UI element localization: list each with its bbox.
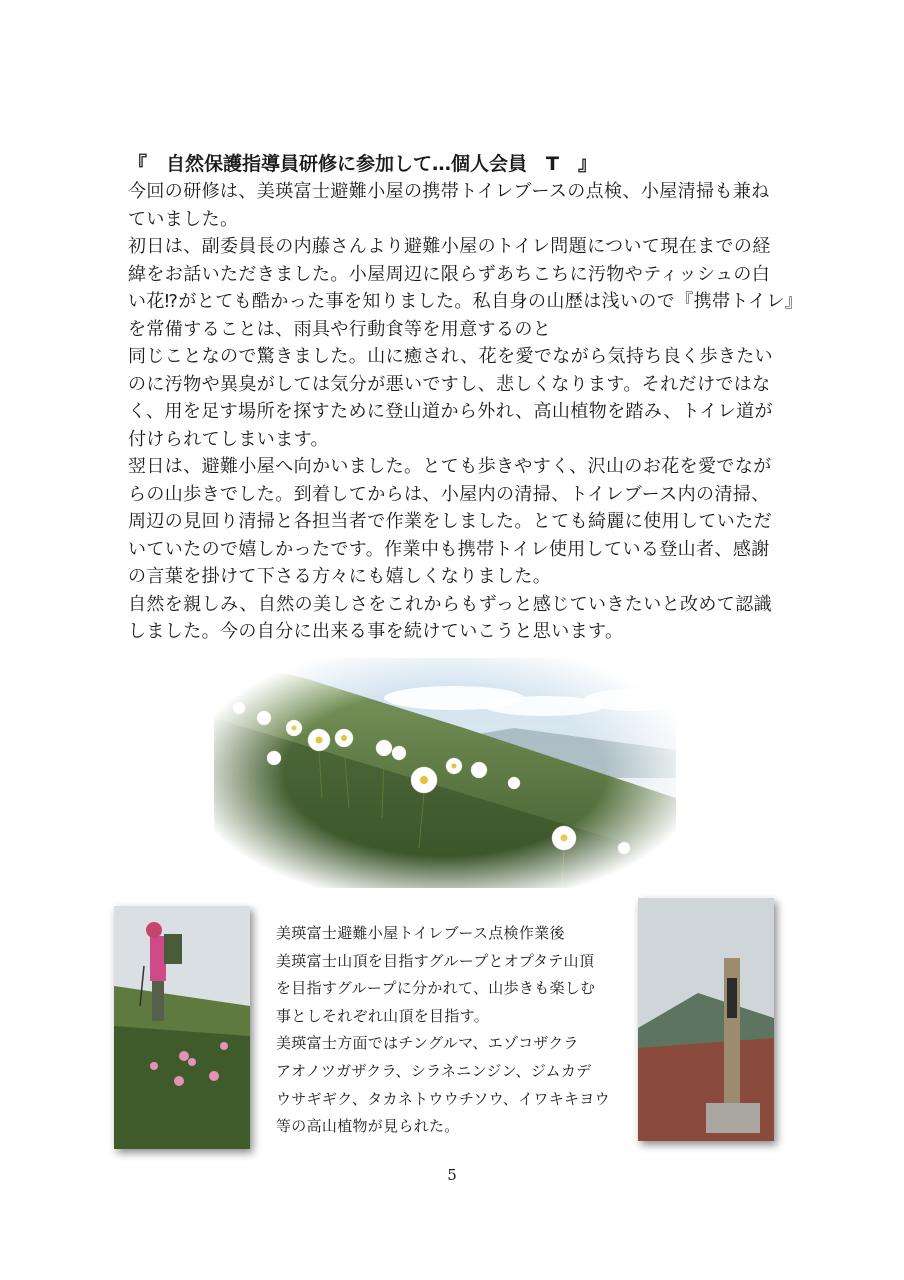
body-line: 緯をお話いただきました。小屋周辺に限らずあちこちに汚物やティッシュの白 [128,263,771,285]
caption-line: を目指すグループに分かれて、山歩きも楽しむ [276,979,596,998]
body-line: のに汚物や異臭がしては気分が悪いですし、悲しくなります。それだけではな [128,373,771,395]
article-title: 『 自然保護指導員研修に参加して…個人会員 T 』 [128,153,597,175]
photo-caption [276,920,626,1141]
body-line: 今回の研修は、美瑛富士避難小屋の携帯トイレブースの点検、小屋清掃も兼ね [128,181,770,202]
caption-line: 等の高山植物が見られた。 [276,1117,460,1136]
body-line: く、用を足す場所を探すために登山道から外れ、高山植物を踏み、トイレ道が [128,401,773,422]
body-line: 周辺の見回り清掃と各担当者で作業をしました。とても綺麗に使用していただ [128,511,772,532]
body-line: 同じことなので驚きました。山に癒され、花を愛でながら気持ち良く歩きたい [128,346,774,367]
body-line: 付けられてしまいます。 [128,428,329,450]
hiker-pink-flowers-photo [114,906,250,1149]
body-line: らの山歩きでした。到着してからは、小屋内の清掃、トイレブース内の清掃、 [128,483,770,505]
body-line: い花⁉がとても酷かった事を知りました。私自身の山歴は浅いので『携帯トイレ』 [128,291,804,312]
article-body [128,178,804,646]
body-line: を常備することは、雨具や行動食等を用意するのと [128,318,552,340]
body-line: の言葉を掛けて下さる方々にも嬉しくなりました。 [128,566,552,587]
page-number: 5 [447,1166,457,1184]
body-line: しました。今の自分に出来る事を続けていこうと思います。 [128,621,624,642]
body-line: 初日は、副委員長の内藤さんより避難小屋のトイレ問題について現在までの経 [128,236,771,257]
caption-line: 事としそれぞれ山頂を目指す。 [276,1006,490,1025]
caption-line: 美瑛富士避難小屋トイレブース点検作業後 [276,924,565,942]
summit-post-photo [638,898,774,1141]
body-line: いていたので嬉しかったです。作業中も携帯トイレ使用している登山者、感謝 [128,538,770,560]
caption-line: 美瑛富士方面ではチングルマ、エゾコザクラ [276,1034,579,1053]
caption-line: ウサギギク、タカネトウウチソウ、イワキキヨウ [276,1089,610,1108]
alpine-flower-slope-photo [214,658,676,888]
body-line: ていました。 [128,208,239,230]
caption-line: アオノツガザクラ、シラネニンジン、ジムカデ [276,1061,592,1080]
caption-line: 美瑛富士山頂を目指すグループとオプタテ山頂 [276,951,595,970]
body-line: 翌日は、避難小屋へ向かいました。とても歩きやすく、沢山のお花を愛でなが [128,456,772,477]
body-line: 自然を親しみ、自然の美しさをこれからもずっと感じていきたいと改めて認識 [128,593,772,615]
